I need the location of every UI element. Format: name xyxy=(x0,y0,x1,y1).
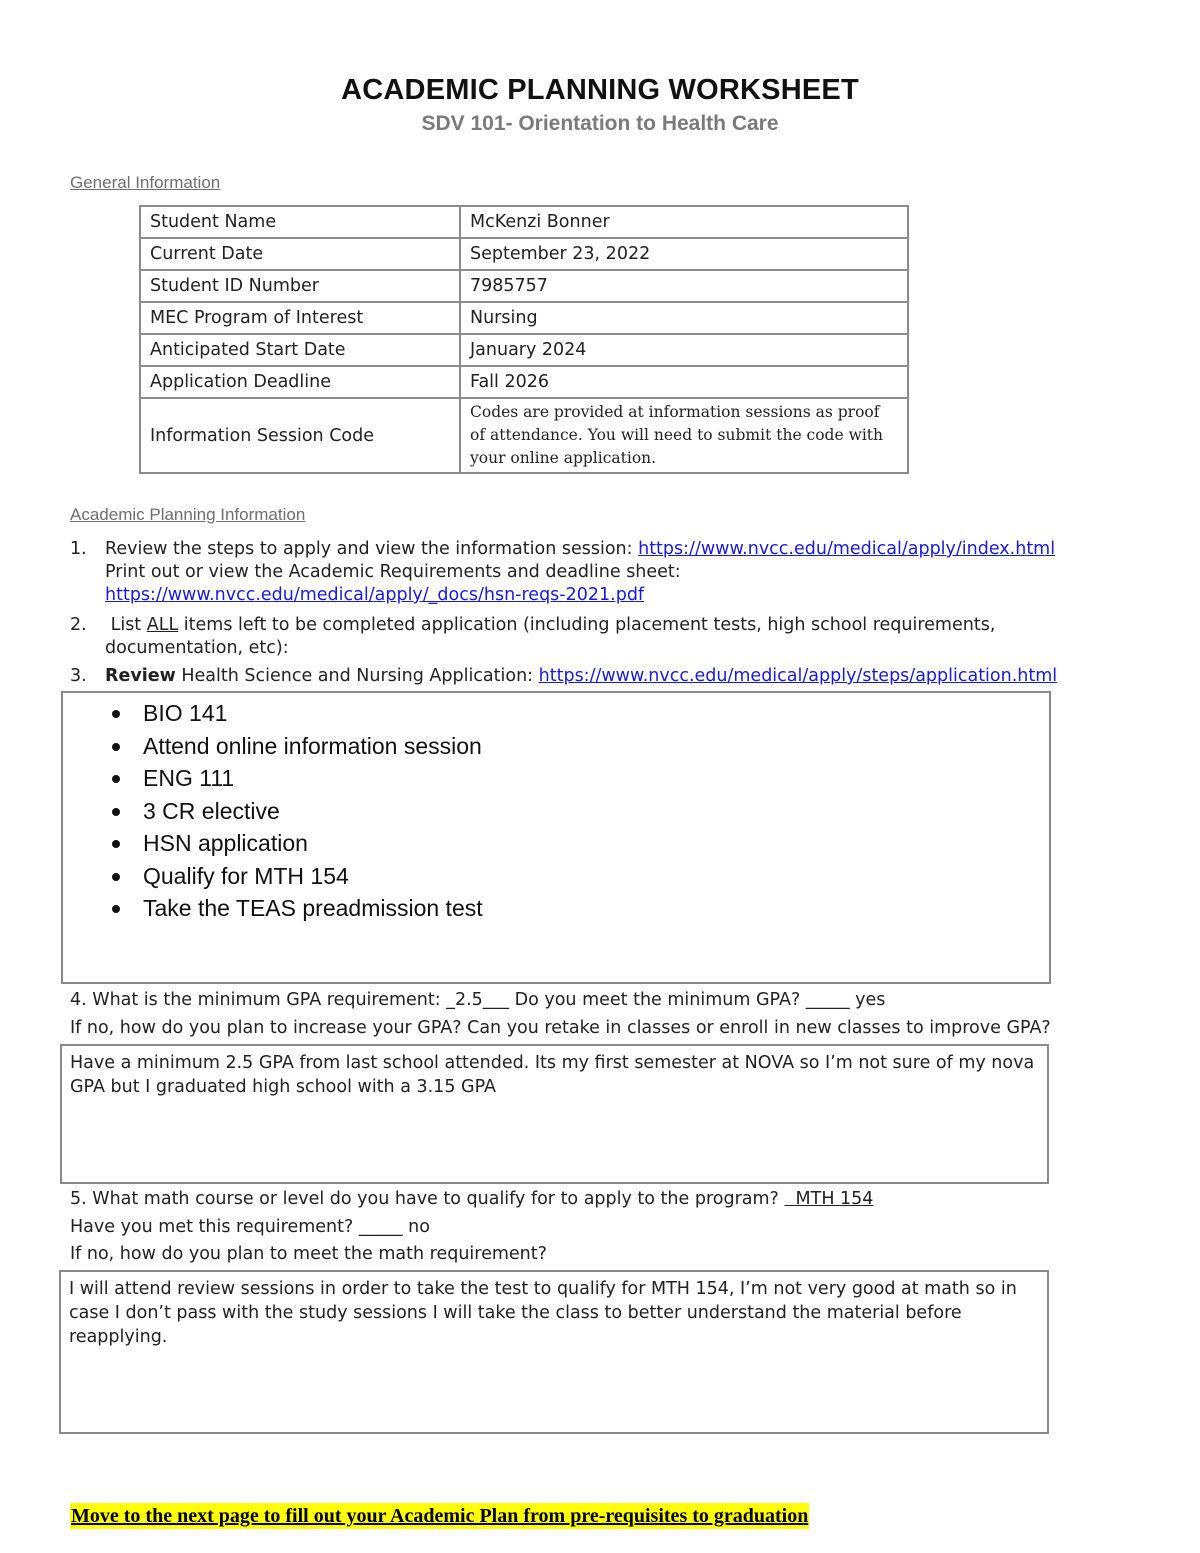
academic-planning-heading: Academic Planning Information xyxy=(70,505,306,524)
info-label: Anticipated Start Date xyxy=(140,334,460,366)
question-5-line-1: 5. What math course or level do you have to qualify for to apply to the program? MTH 154 xyxy=(70,1189,874,1209)
question-2-number: 2. xyxy=(70,615,87,635)
list-item: ENG 111 xyxy=(63,762,1049,795)
question-2-post: items left to be completed application (including placement tests, high school requirements, documentation, etc): xyxy=(105,615,996,658)
info-label: Current Date xyxy=(140,238,460,270)
info-row xyxy=(140,398,908,473)
math-course-answer: MTH 154 xyxy=(795,1189,874,1209)
question-1-number: 1. xyxy=(70,539,87,559)
question-5-line-3: If no, how do you plan to meet the math requirement? xyxy=(70,1244,547,1264)
info-row xyxy=(140,270,908,302)
info-label: Student Name xyxy=(140,206,460,238)
info-row xyxy=(140,238,908,270)
info-value[interactable]: Fall 2026 xyxy=(460,366,908,398)
info-value[interactable]: Codes are provided at information sessions as proof of attendance. You will need to submit the code with your online application. xyxy=(460,398,908,473)
question-3-text: Health Science and Nursing Application: xyxy=(175,666,539,686)
question-4-line-1: 4. What is the minimum GPA requirement: _2.5___ Do you meet the minimum GPA? _____ yes xyxy=(70,990,886,1010)
info-value[interactable]: 7985757 xyxy=(460,270,908,302)
info-row xyxy=(140,302,908,334)
list-item: Take the TEAS preadmission test xyxy=(63,892,1049,925)
info-value[interactable]: McKenzi Bonner xyxy=(460,206,908,238)
info-row xyxy=(140,334,908,366)
question-1-text: Review the steps to apply and view the information session: xyxy=(105,539,639,559)
gpa-plan-answer-box[interactable]: Have a minimum 2.5 GPA from last school attended. Its my first semester at NOVA so I’m not sure of my nova GPA but I graduated high school with a 3.15 GPA xyxy=(60,1044,1049,1184)
info-value[interactable]: September 23, 2022 xyxy=(460,238,908,270)
list-item: BIO 141 xyxy=(63,697,1049,730)
question-2-emphasis: ALL xyxy=(146,615,179,635)
gpa-answer: _2.5___ xyxy=(446,990,510,1010)
question-5-line-2: Have you met this requirement? _____ no xyxy=(70,1217,430,1237)
question-3-number: 3. xyxy=(70,666,87,686)
application-link[interactable]: https://www.nvcc.edu/medical/apply/steps/application.html xyxy=(538,666,1058,686)
list-item: Attend online information session xyxy=(63,730,1049,763)
math-plan-answer-box[interactable]: I will attend review sessions in order to take the test to qualify for MTH 154, I’m not very good at math so in case I don’t pass with the study sessions I will take the class to better understand the material before reapplying. xyxy=(59,1270,1049,1434)
question-3-bold: Review xyxy=(105,666,176,686)
math-met-answer: no xyxy=(402,1217,430,1237)
apply-steps-link[interactable]: https://www.nvcc.edu/medical/apply/index.html xyxy=(638,539,1056,559)
info-row xyxy=(140,206,908,238)
next-page-note: Move to the next page to fill out your Academic Plan from pre-requisites to graduation xyxy=(71,1505,809,1527)
general-information-table xyxy=(139,205,909,474)
requirements-sheet-link[interactable]: https://www.nvcc.edu/medical/apply/_docs/hsn-reqs-2021.pdf xyxy=(105,585,645,605)
todo-list xyxy=(63,697,1049,925)
list-item: Qualify for MTH 154 xyxy=(63,860,1049,893)
page-title: ACADEMIC PLANNING WORKSHEET xyxy=(341,74,859,106)
question-2-pre: List xyxy=(110,615,147,635)
question-4-line-2: If no, how do you plan to increase your GPA? Can you retake in classes or enroll in new classes to improve GPA? xyxy=(70,1018,1051,1038)
list-item: 3 CR elective xyxy=(63,795,1049,828)
question-1-text-2: Print out or view the Academic Requirements and deadline sheet: xyxy=(105,562,681,582)
general-information-heading: General Information xyxy=(70,173,221,192)
info-value[interactable]: January 2024 xyxy=(460,334,908,366)
info-label: Student ID Number xyxy=(140,270,460,302)
info-value[interactable]: Nursing xyxy=(460,302,908,334)
todo-answer-box[interactable] xyxy=(61,691,1051,984)
info-label: MEC Program of Interest xyxy=(140,302,460,334)
list-item: HSN application xyxy=(63,827,1049,860)
info-row xyxy=(140,366,908,398)
info-label: Application Deadline xyxy=(140,366,460,398)
meet-gpa-answer: yes xyxy=(849,990,886,1010)
info-label: Information Session Code xyxy=(140,398,460,473)
page-subtitle: SDV 101- Orientation to Health Care xyxy=(421,112,779,135)
